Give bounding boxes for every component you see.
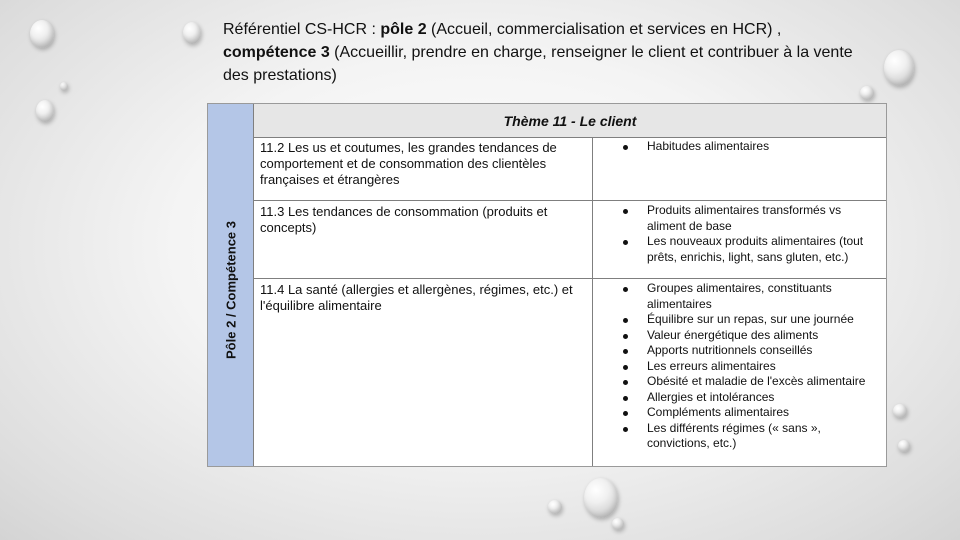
water-droplet xyxy=(860,86,874,100)
list-item: Les différents régimes (« sans », convictions, etc.) xyxy=(601,421,880,452)
title-competence: compétence 3 xyxy=(223,44,330,61)
table-row xyxy=(254,137,886,201)
list-item: Compléments alimentaires xyxy=(601,405,880,421)
water-droplet xyxy=(584,478,618,518)
side-column xyxy=(208,104,254,466)
list-item: Apports nutritionnels conseillés xyxy=(601,343,880,359)
water-droplet xyxy=(60,82,68,91)
water-droplet xyxy=(183,22,201,44)
list-item: Équilibre sur un repas, sur une journée xyxy=(601,312,880,328)
water-droplet xyxy=(612,518,624,530)
side-label: Pôle 2 / Compétence 3 xyxy=(223,221,239,359)
water-droplet xyxy=(36,100,54,122)
water-droplet xyxy=(548,500,562,514)
row-topic: 11.2 Les us et coutumes, les grandes tendances de comportement et de consommation des clientèles françaises et étrangères xyxy=(254,137,593,200)
row-items xyxy=(593,279,886,466)
list-item: Groupes alimentaires, constituants alimentaires xyxy=(601,281,880,312)
water-droplet xyxy=(884,50,914,86)
title-competence-detail: (Accueillir, prendre en charge, renseigner le client et contribuer à la vente des prestations) xyxy=(223,44,853,84)
row-topic: 11.4 La santé (allergies et allergènes, régimes, etc.) et l'équilibre alimentaire xyxy=(254,279,593,466)
list-item: Les erreurs alimentaires xyxy=(601,359,880,375)
table-row xyxy=(254,279,886,466)
list-item: Allergies et intolérances xyxy=(601,390,880,406)
water-droplet xyxy=(893,404,907,418)
theme-header: Thème 11 - Le client xyxy=(254,104,886,138)
table-row xyxy=(254,201,886,279)
list-item: Obésité et maladie de l'excès alimentaire xyxy=(601,374,880,390)
water-droplet xyxy=(898,440,910,452)
row-topic: 11.3 Les tendances de consommation (produits et concepts) xyxy=(254,201,593,278)
title-pole: pôle 2 xyxy=(380,21,427,38)
list-item: Valeur énergétique des aliments xyxy=(601,328,880,344)
title-pole-detail: (Accueil, commercialisation et services en HCR) , xyxy=(426,21,782,38)
list-item: Produits alimentaires transformés vs aliment de base xyxy=(601,203,880,234)
list-item: Habitudes alimentaires xyxy=(601,139,880,155)
slide-title xyxy=(223,18,863,87)
list-item: Les nouveaux produits alimentaires (tout prêts, enrichis, light, sans gluten, etc.) xyxy=(601,234,880,265)
row-items xyxy=(593,137,886,200)
referentiel-table xyxy=(207,103,887,467)
title-prefix: Référentiel CS-HCR : xyxy=(223,21,381,38)
water-droplet xyxy=(30,20,54,48)
row-items xyxy=(593,201,886,278)
